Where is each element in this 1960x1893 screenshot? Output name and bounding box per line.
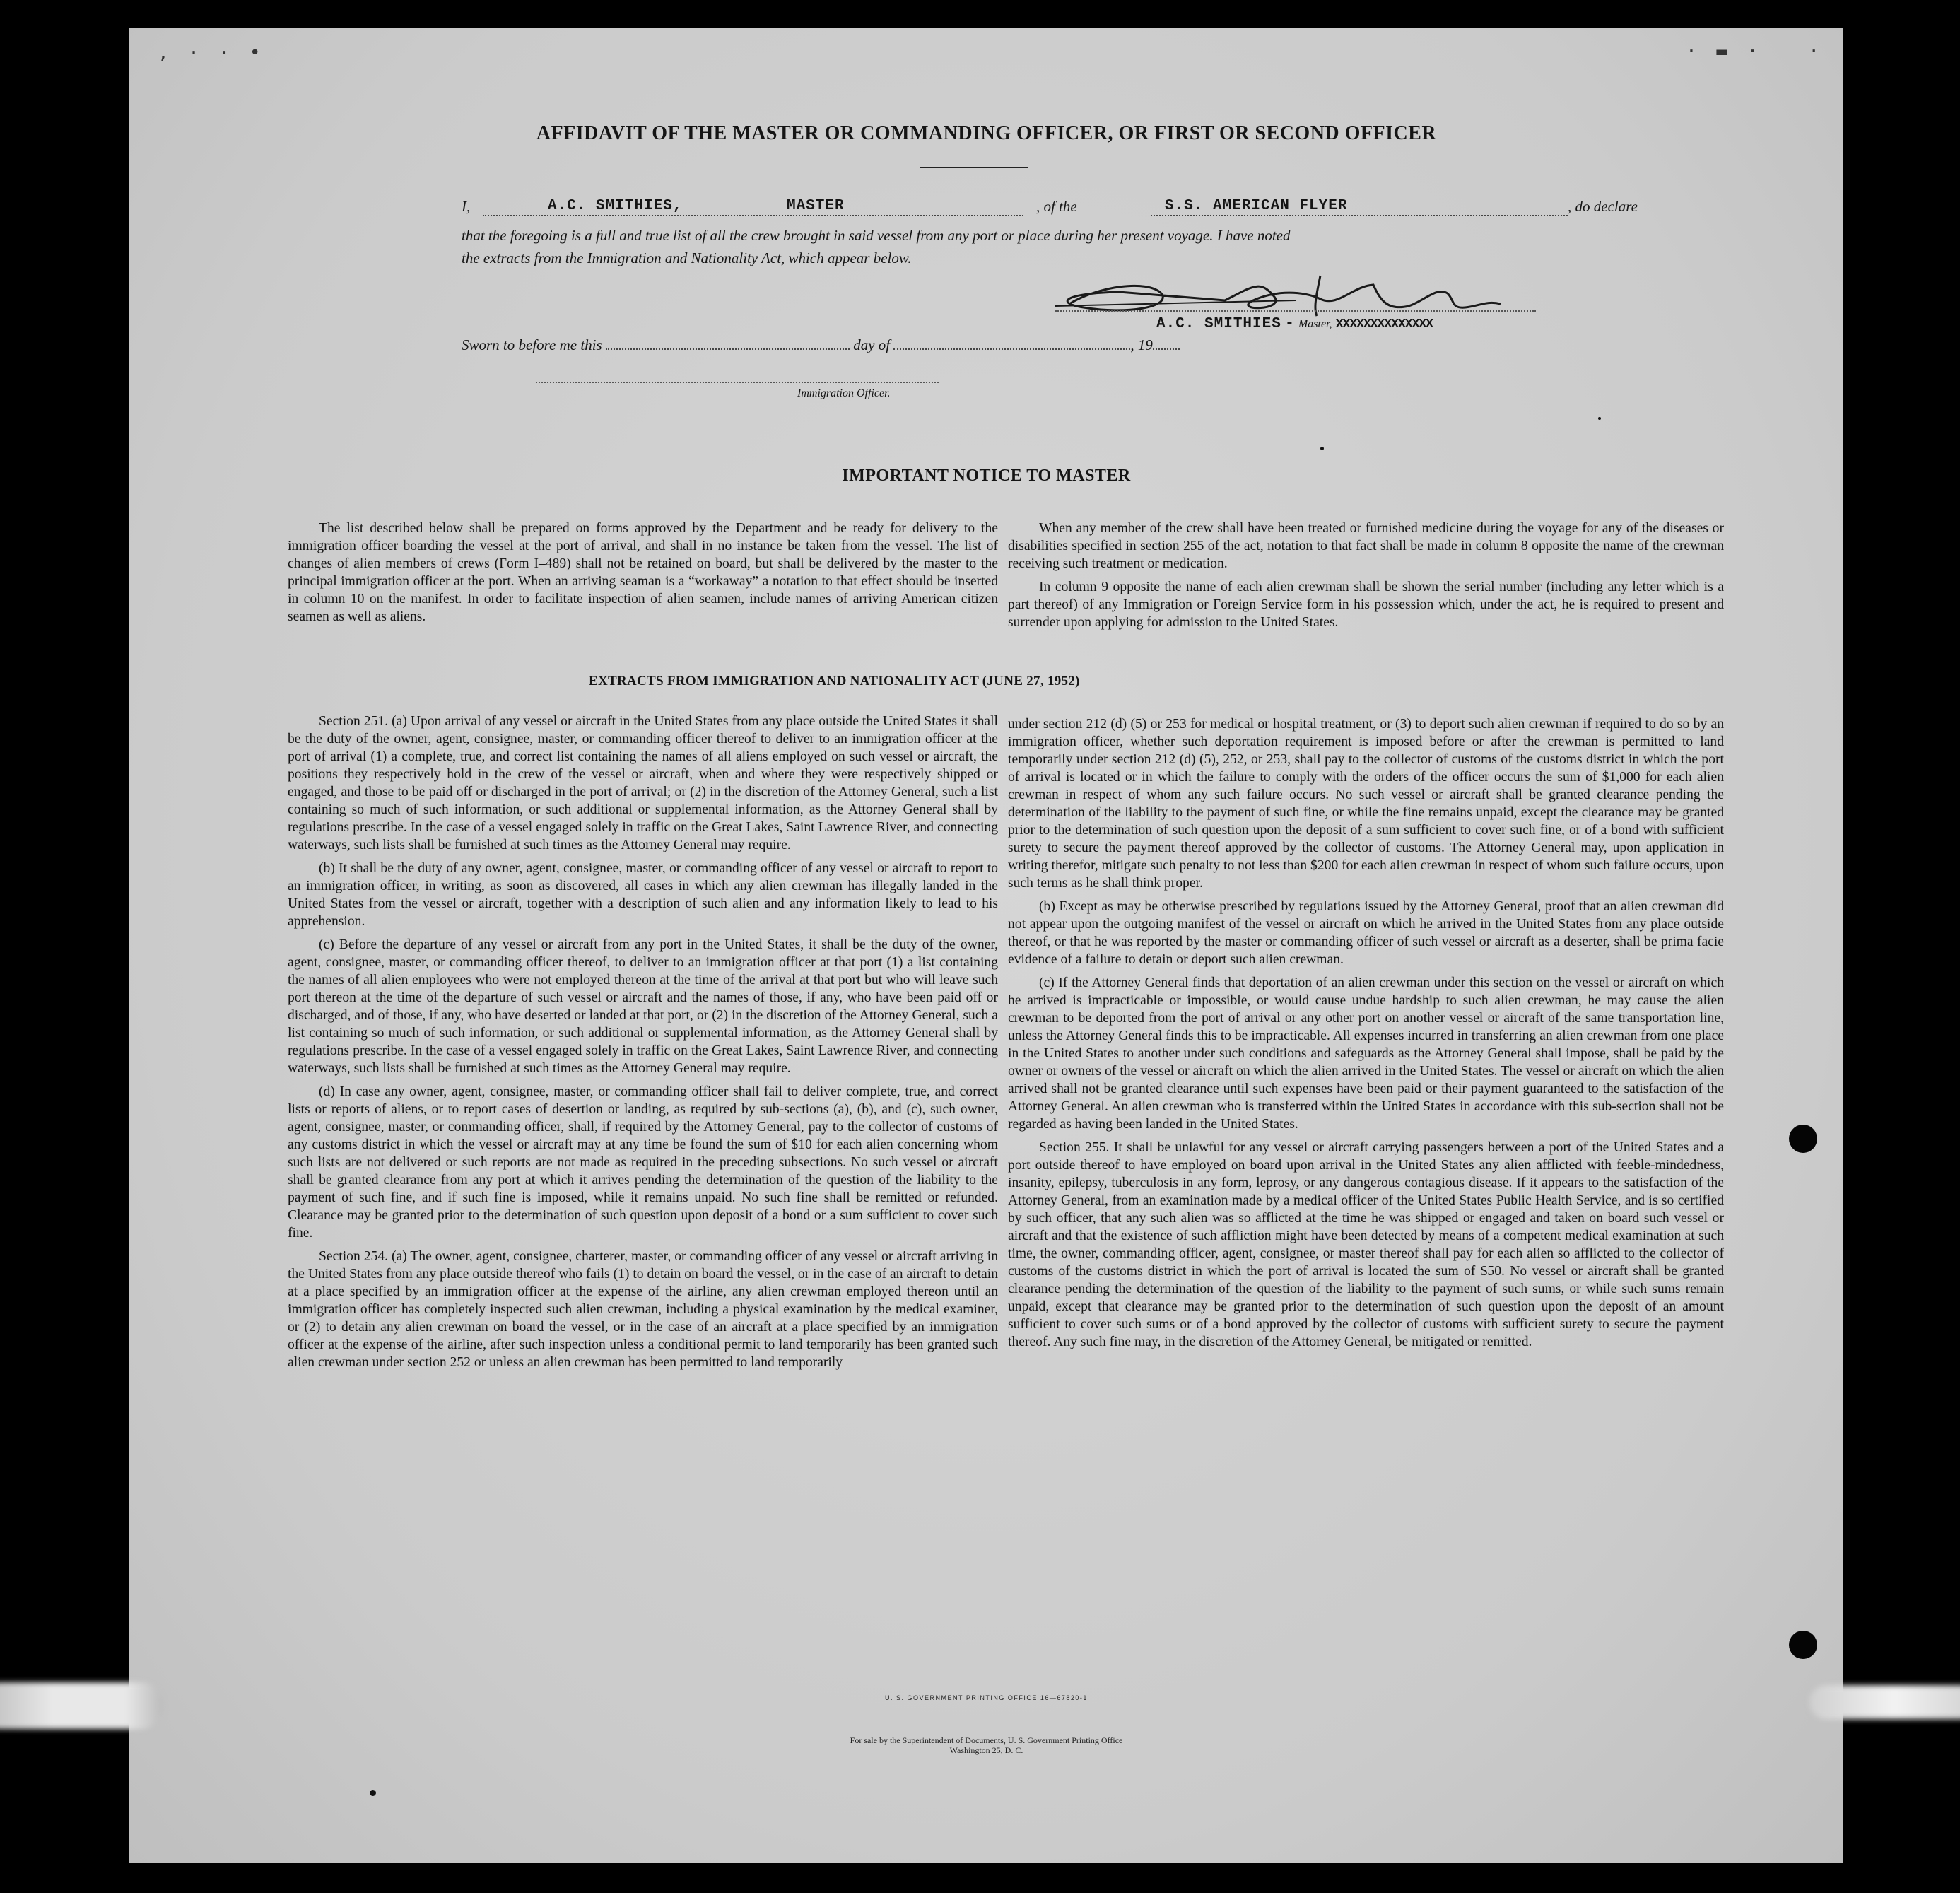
extract-paragraph: (b) Except as may be otherwise prescribed by regulations issued by the Attorney General, proof that an alien crewman did not appear upon the outgoing manifest of the vessel or aircraft on which he arrived in the United States from any place outside thereof, or that he was reported by the master or commanding officer of such vessel or aircraft as a deserter, shall be prima facie evidence of a failure to detain or deport such alien crewman. bbox=[1008, 899, 1724, 967]
punch-hole bbox=[1789, 1125, 1817, 1153]
punch-hole bbox=[1789, 1631, 1817, 1659]
extracts-right-column bbox=[1008, 715, 1724, 1356]
year-dots bbox=[1153, 334, 1180, 350]
ink-speck bbox=[370, 1790, 376, 1796]
vessel-name: S.S. AMERICAN FLYER bbox=[1165, 198, 1348, 214]
master-rank: MASTER bbox=[787, 198, 845, 214]
master-name: A.C. SMITHIES, bbox=[548, 198, 683, 214]
signed-name: A.C. SMITHIES bbox=[1156, 316, 1281, 332]
sworn-label: Sworn to before me this bbox=[462, 336, 602, 353]
notice-right-paragraph-2: In column 9 opposite the name of each alien crewman shall be shown the serial number (including any letter which is a part thereof) of any Immigration or Foreign Service form in his possession which, under the act, he is required to present and surrender upon applying for admission to the United States. bbox=[1008, 580, 1724, 630]
i-label: I, bbox=[462, 198, 471, 215]
declaration-line-2: that the foregoing is a full and true list of all the crew brought in said vessel from any port or place during her present voyage. I have noted bbox=[462, 227, 1291, 244]
ink-speck bbox=[1320, 447, 1324, 450]
vessel-dots bbox=[1151, 215, 1568, 216]
name-rank-dots bbox=[483, 215, 1023, 216]
affidavit-title: AFFIDAVIT OF THE MASTER OR COMMANDING OFFICER, OR FIRST OR SECOND OFFICER bbox=[536, 122, 1437, 144]
year-prefix: , 19 bbox=[1130, 336, 1153, 353]
signer-block bbox=[1156, 314, 1433, 332]
extract-paragraph: Section 255. It shall be unlawful for any vessel or aircraft carrying passengers between a port of the United States and a port outside thereof to have employed on board upon arrival in the United States any alien afflicted with feeble-mindedness, insanity, epilepsy, tuberculosis in any form, leprosy, or any dangerous contagious disease. If it appears to the satisfaction of the Attorney General, from an examination made by a medical officer of the United States Public Health Service, and is so certified by such officer, that any such alien was so afflicted at the time he was shipped or engaged and taken on board such vessel or aircraft and that the existence of such affliction might have been detected by means of a competent medical examination at such time, the owner, commanding officer, agent, consignee, or master thereof shall pay for each alien so afflicted to the collector of customs of the customs district in which the port of arrival is located the sum of $50. No vessel or aircraft shall be granted clearance pending the determination of the question of the liability to the payment of such sums, or while such sums remain unpaid, except that clearance may be granted prior to the determination of such question upon the deposit of an amount sufficient to cover such sums or of a bond approved by the collector of customs with sufficient surety to secure the payment thereof. Any such fine may, in the discretion of the Attorney General, be mitigated or remitted. bbox=[1008, 1140, 1724, 1349]
sale-notice bbox=[129, 1735, 1843, 1755]
extract-paragraph: Section 251. (a) Upon arrival of any vessel or aircraft in the United States from any place outside the United States it shall be the duty of the owner, agent, consignee, master, or commanding officer thereof to deliver to an immigration officer at the port of arrival (1) a complete, true, and correct list containing the names of all aliens employed on such vessel or aircraft, the positions they respectively hold in the crew of the vessel or aircraft, when and where they were respectively shipped or engaged, and those to be paid off or discharged in the port of arrival; or (2) in the discretion of the Attorney General, such a list containing so much of such information, or such additional or supplemental information, as the Attorney General shall by regulations prescribe. In the case of a vessel engaged solely in traffic on the Great Lakes, Saint Lawrence River, and connecting waterways, such lists shall be furnished at such times as the Attorney General may require. bbox=[288, 714, 998, 852]
of-the-label: , of the bbox=[1036, 198, 1077, 215]
immigration-officer-label: Immigration Officer. bbox=[797, 387, 891, 399]
sworn-day-dots bbox=[606, 334, 850, 350]
extract-paragraph: (b) It shall be the duty of any owner, agent, consignee, master, or commanding officer of any vessel or aircraft to report to an immigration officer, in writing, as soon as discovered, all cases in which any alien crewman has illegally landed in the United States from the vessel or aircraft, together with a description of such alien and any information likely to lead to his apprehension. bbox=[288, 861, 998, 929]
extract-paragraph: (c) Before the departure of any vessel or aircraft from any port in the United States, it shall be the duty of the owner, agent, consignee, master, or commanding officer thereof, to deliver to an immigration officer at that port (1) a list containing the names of all alien employees who were not employed thereon at the time of the arrival at that port but who will leave such port thereon at the time of the departure of such vessel or aircraft and the names of those, if any, who have been paid off or discharged, and of those, if any, who have deserted or landed at that port, or (2) in the discretion of the Attorney General, such a list containing so much of such information, or such additional or supplemental information, as the Attorney General shall by regulations prescribe. In the case of a vessel engaged solely in traffic on the Great Lakes, Saint Lawrence River, and connecting waterways, such lists shall be furnished at such times as the Attorney General may require. bbox=[288, 937, 998, 1076]
corner-marks-left: , · · • bbox=[158, 42, 265, 64]
extract-paragraph: under section 212 (d) (5) or 253 for medical or hospital treatment, or (3) to deport such alien crewman if required to do so by an immigration officer, whether such deportation requirement is imposed before or after the crewman is permitted to land temporarily under section 212 (d) (5), 252, or 253, shall pay to the collector of customs of the customs district in which the port of arrival is located or in which the failure to comply with the orders of the officer occurs the sum of $1,000 for each alien crewman in respect of whom any such failure occurs. No such vessel or aircraft shall be granted clearance pending the determination of the liability to the payment of such fine, or while the fine remains unpaid, except the clearance may be granted prior to the determination of such question upon the deposit of a sum sufficient to cover such fine, or of a bond with sufficient surety to secure the payment thereof approved by the collector of customs. The Attorney General may, upon application in writing therefor, mitigate such penalty to not less than $200 for each alien crewman in respect of whom such failure occurs, upon such terms as he shall think proper. bbox=[1008, 717, 1724, 891]
notice-left-paragraph: The list described below shall be prepared on forms approved by the Department and be ready for delivery to the immigration officer boarding the vessel at the port of arrival, and shall in no instance be taken from the vessel. The list of changes of alien members of crews (Form I–489) shall not be retained on board, but shall be delivered by the master to the principal immigration officer at the port. When an arriving seaman is a “workaway” a notation to that effect should be inserted in column 10 on the manifest. In order to facilitate inspection of alien seamen, include names of arriving American citizen seamen as well as aliens. bbox=[288, 521, 998, 624]
extract-paragraph: (d) In case any owner, agent, consignee, master, or commanding officer shall fail to deliver complete, true, and correct lists or reports of aliens, or to report cases of desertion or landing, as required by sub-sections (a), (b), and (c), such owner, agent, consignee, master, or commanding officer, shall, if required by the Attorney General, pay to the collector of customs of any customs district in which the vessel or aircraft may at any time be found the sum of $10 for each alien concerning whom such lists are not delivered or such reports are not made as required in the preceding subsections. No such vessel or aircraft shall be granted clearance from any port at which it arrives pending the determination of the question of the liability to the payment of such fine, and if such fine is imposed, while it remains unpaid. No such fine shall be remitted or refunded. Clearance may be granted prior to the determination of such question upon deposit of a bond or a sum sufficient to cover such fine. bbox=[288, 1084, 998, 1241]
extracts-left-column bbox=[288, 713, 998, 1377]
master-label: Master, bbox=[1298, 318, 1332, 330]
declaration-line-3: the extracts from the Immigration and Nationality Act, which appear below. bbox=[462, 250, 912, 266]
title-rule bbox=[920, 167, 1028, 168]
ink-speck bbox=[1598, 417, 1601, 420]
officer-signature-line bbox=[536, 382, 939, 383]
extract-paragraph: Section 254. (a) The owner, agent, consignee, charterer, master, or commanding officer of any vessel or aircraft arriving in the United States from any place outside thereof who fails (1) to detain on board the vessel, or in the case of an aircraft to detain at a place specified by an immigration officer at the expense of the airline, any alien crewman employed thereon until an immigration officer has completely inspected such alien crewman, including a physical examination by the medical examiner, or (2) to detain any alien crewman on board the vessel, or in the case of an aircraft at a place specified by an immigration officer at the expense of the airline, after such inspection unless a conditional permit to land temporarily has been granted such alien crewman under section 252 or unless an alien crewman has been permitted to land temporarily bbox=[288, 1249, 998, 1370]
sale-line-1: For sale by the Superintendent of Documents, U. S. Government Printing Office bbox=[850, 1735, 1123, 1745]
notice-right-paragraph-1: When any member of the crew shall have been treated or furnished medicine during the voyage for any of the diseases or disabilities specified in section 255 of the act, notation to that fact shall be made in column 8 opposite the name of the crewman receiving such treatment or medication. bbox=[1008, 521, 1724, 571]
do-declare-label: , do declare bbox=[1568, 198, 1638, 215]
printing-office-imprint: U. S. GOVERNMENT PRINTING OFFICE 16—67820-1 bbox=[885, 1694, 1088, 1701]
scan-glare-left bbox=[0, 1682, 163, 1729]
notice-left-column bbox=[288, 520, 998, 631]
corner-marks-right: · ▬ · _ · bbox=[1686, 41, 1824, 62]
day-of-label: day of bbox=[853, 336, 891, 353]
sworn-line bbox=[462, 334, 1180, 354]
signature-line bbox=[1055, 310, 1536, 312]
extracts-heading: EXTRACTS FROM IMMIGRATION AND NATIONALITY ACT (JUNE 27, 1952) bbox=[589, 674, 1080, 688]
document-page bbox=[129, 28, 1843, 1863]
signer-dash: - bbox=[1285, 316, 1295, 332]
extract-paragraph: (c) If the Attorney General finds that deportation of an alien crewman under this section on the vessel or aircraft on which he arrived is impracticable or impossible, or would cause undue hardship to such alien crewman, he may cause the alien crewman to be deported from the port of arrival or any other port on another vessel or aircraft of the same transportation line, unless the Attorney General finds this to be impracticable. All expenses incurred in transferring an alien crewman from one place in the United States to another under such conditions and safeguards as the Attorney General shall impose, shall be paid by the owner or owners of the vessel or aircraft on which the alien arrived in the United States. The vessel or aircraft on which the alien arrived shall not be granted clearance until such expenses have been paid or their payment guaranteed to the satisfaction of the Attorney General. An alien crewman who is transferred within the United States in accordance with this sub-section shall not be regarded as having been landed in the United States. bbox=[1008, 975, 1724, 1132]
scan-glare-right bbox=[1809, 1685, 1960, 1719]
notice-heading: IMPORTANT NOTICE TO MASTER bbox=[842, 467, 1131, 485]
sale-line-2: Washington 25, D. C. bbox=[949, 1745, 1023, 1755]
struck-out-text: XXXXXXXXXXXXXX bbox=[1335, 317, 1433, 332]
sworn-month-dots bbox=[893, 334, 1130, 350]
notice-right-column bbox=[1008, 520, 1724, 637]
